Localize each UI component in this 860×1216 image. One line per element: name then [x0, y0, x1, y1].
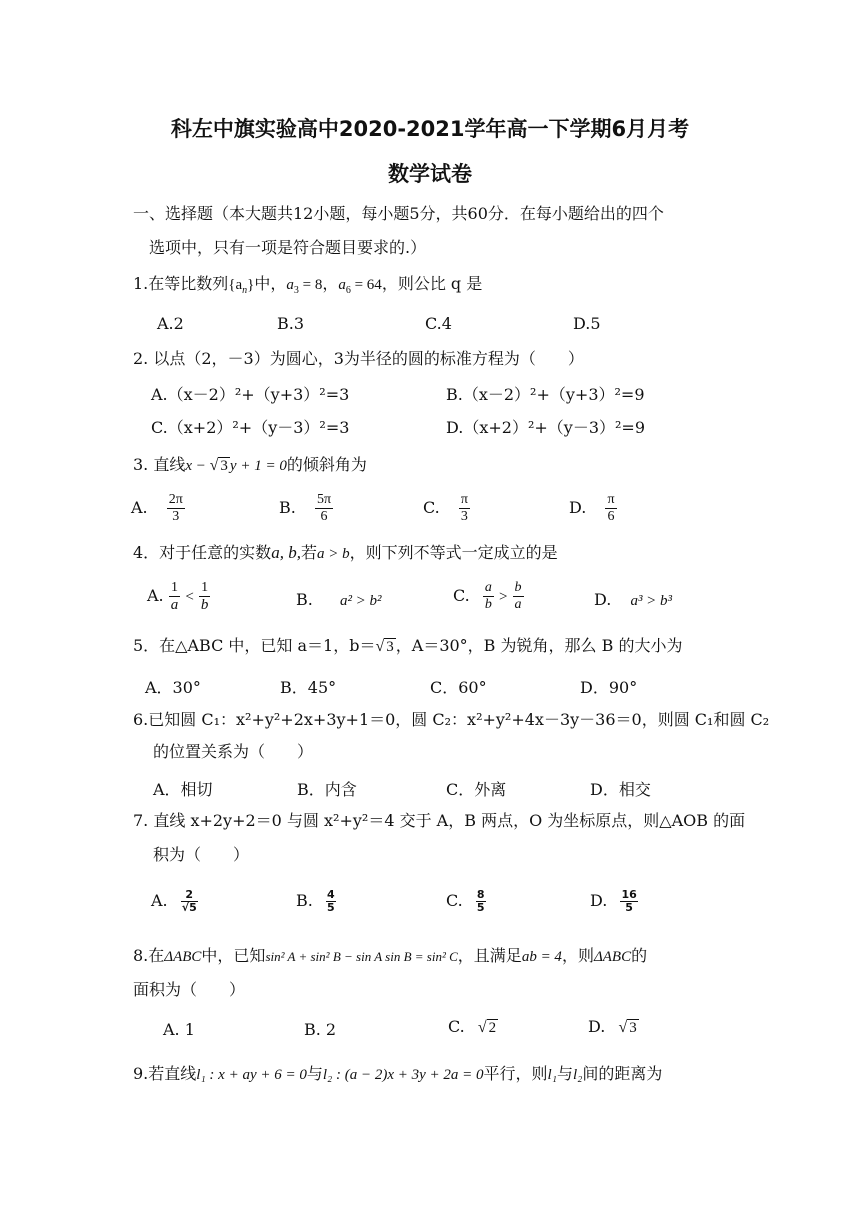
q7-c-num: 8: [476, 888, 485, 901]
q7-option-a-fraction: [181, 889, 198, 914]
question-5-stem: [133, 636, 682, 657]
q4-c-num2: b: [514, 580, 522, 595]
q7-option-b-fraction: [326, 889, 336, 914]
q1-option-b: B.3: [277, 314, 305, 333]
q3-option-b: [279, 492, 333, 525]
q4-option-b-label: B.: [296, 590, 313, 609]
question-1-stem: [133, 274, 482, 301]
q8-suffix: 的: [631, 946, 648, 965]
q9-l1b: l₁: [547, 1067, 557, 1083]
q3-option-c: [423, 492, 470, 525]
q3-option-a-fraction: [167, 492, 185, 525]
q1-a6-val: = 64: [350, 277, 382, 293]
q3-option-d-num: π: [607, 492, 615, 507]
q4-option-c-label: C.: [453, 586, 470, 605]
q4-option-d: [594, 590, 672, 610]
q7-option-c-fraction: [476, 889, 486, 914]
q7-b-num: 4: [326, 888, 335, 901]
section-header-line2: 选项中，只有一项是符合题目要求的.）: [149, 238, 427, 257]
q3-eq-a: x −: [185, 458, 210, 474]
question-8-stem-line2: 面积为（ ）: [133, 980, 246, 999]
q7-option-d: [590, 889, 638, 914]
q3-option-a-label: A.: [131, 498, 148, 517]
q5-option-b: B．45°: [280, 678, 337, 697]
q3-option-c-num: π: [460, 492, 468, 507]
q5-sqrt-radicand: 3: [386, 639, 394, 655]
q3-option-b-label: B.: [279, 498, 296, 517]
q4-option-d-expr: a³ > b³: [630, 593, 673, 609]
q1-a3-sub: 3: [293, 285, 299, 297]
page-subtitle: 数学试卷: [388, 162, 472, 186]
q4-option-c: [453, 580, 524, 613]
section-header-line1: 一、选择题（本大题共12小题，每小题5分，共60分．在每小题给出的四个: [133, 204, 664, 223]
q4-c-den2: a: [514, 597, 522, 612]
q7-option-a: [151, 889, 198, 914]
q3-prefix: 3. 直线: [133, 455, 186, 474]
q3-option-a-num: 2π: [168, 492, 183, 507]
q1-seq-open: {a: [228, 277, 243, 293]
q5-suffix: ，A＝30°，B 为锐角，那么 B 的大小为: [395, 636, 683, 655]
q4-cond: a > b: [316, 546, 350, 562]
question-8-stem-line1: [133, 946, 647, 967]
q5-prefix: 5．在△ABC 中，已知 a＝1，b＝: [133, 636, 376, 655]
q8-option-c-label: C.: [448, 1017, 465, 1036]
question-6-stem-line1: 6.已知圆 C₁：x²+y²+2x+3y+1＝0，圆 C₂：x²+y²+4x－3y－36＝0，则圆 C₁和圆 C₂: [133, 710, 770, 729]
q9-suffix1: 平行，则: [483, 1064, 548, 1083]
q3-option-c-fraction: [459, 492, 470, 525]
q7-option-a-label: A.: [151, 891, 168, 910]
q2-option-c: C.（x+2）²+（y－3）²=3: [151, 418, 350, 437]
q8-tri2: ΔABC: [593, 949, 632, 965]
q4-suffix: ，则下列不等式一定成立的是: [349, 543, 558, 562]
q4-a-num1: 1: [169, 580, 181, 597]
question-7-stem-line1: 7. 直线 x+2y+2＝0 与圆 x²+y²＝4 交于 A，B 两点，O 为坐标原点，则△AOB 的面: [133, 811, 746, 830]
q7-option-c-label: C.: [446, 891, 463, 910]
question-6-stem-line2: 的位置关系为（ ）: [153, 742, 314, 761]
q5-option-d: D．90°: [580, 678, 638, 697]
q4-option-b: [296, 590, 382, 610]
q4-option-c-frac1: [483, 580, 494, 613]
q3-option-b-den: 6: [320, 509, 328, 524]
q1-a3: a: [286, 277, 294, 293]
q3-sqrt-radicand: 3: [220, 458, 228, 474]
q3-option-d: [569, 492, 617, 525]
q3-option-d-fraction: [605, 492, 616, 525]
q8-equation: sin² A + sin² B − sin A sin B = sin² C: [265, 949, 458, 964]
q1-seq-close: }: [247, 277, 255, 293]
q7-a-num: 2: [181, 889, 198, 902]
q1-a3-val: = 8: [298, 277, 323, 293]
q4-a-op: <: [185, 589, 194, 605]
q5-option-a: A．30°: [145, 678, 201, 697]
q1-comma: ，: [322, 274, 339, 293]
q8-mid1: 中，已知: [201, 946, 266, 965]
q2-option-d: D.（x+2）²+（y－3）²=9: [446, 418, 645, 437]
q6-option-a: A．相切: [153, 780, 213, 799]
q4-option-a-frac1: [169, 580, 181, 613]
q4-c-op: >: [498, 589, 508, 605]
q8-mid2: ，且满足: [457, 946, 522, 965]
q8-option-b: B. 2: [304, 1020, 337, 1039]
q1-mid: 中，: [254, 274, 287, 293]
q3-option-c-den: 3: [460, 509, 468, 524]
q3-option-a: [131, 492, 185, 525]
q2-option-b: B.（x－2）²+（y+3）²=9: [446, 385, 645, 404]
q5-option-c: C．60°: [430, 678, 487, 697]
q8-option-c-radicand: 2: [488, 1020, 497, 1036]
q8-prefix: 8.在: [133, 946, 165, 965]
page-title: 科左中旗实验高中2020-2021学年高一下学期6月月考: [170, 117, 690, 141]
q4-a-num2: 1: [199, 580, 211, 597]
q7-c-den: 5: [476, 901, 485, 914]
question-9-stem: [133, 1064, 662, 1085]
q4-prefix: 4．对于任意的实数: [133, 543, 272, 562]
q8-option-d-label: D.: [588, 1017, 606, 1036]
q4-option-d-label: D.: [594, 590, 612, 609]
q7-option-b-label: B.: [296, 891, 313, 910]
q3-suffix: 的倾斜角为: [286, 455, 367, 474]
q9-l2: l₂ : (a − 2)x + 3y + 2a = 0: [322, 1067, 484, 1083]
q3-option-b-num: 5π: [316, 492, 332, 507]
q8-option-d-radicand: 3: [629, 1020, 637, 1036]
q3-option-b-fraction: [315, 492, 333, 525]
q6-option-d: D．相交: [590, 780, 651, 799]
q7-d-num: 16: [621, 888, 637, 901]
q3-sqrt: √ 3: [209, 457, 228, 474]
q1-seq-sub: n: [242, 285, 248, 297]
q9-l1: l₁ : x + ay + 6 = 0: [196, 1067, 307, 1083]
q1-option-c: C.4: [425, 314, 452, 333]
q7-option-d-fraction: [620, 889, 637, 914]
q4-option-a: [147, 580, 210, 613]
q4-c-num1: a: [484, 580, 492, 595]
q1-suffix: ，则公比 q 是: [381, 274, 483, 293]
q3-eq-b: y + 1 = 0: [229, 458, 287, 474]
q4-mid: 若: [300, 543, 317, 562]
q4-vars: a, b,: [271, 543, 301, 562]
q4-option-a-label: A.: [147, 586, 164, 605]
q5-sqrt: √ 3: [375, 638, 394, 655]
q9-suffix3: 间的距离为: [582, 1064, 663, 1083]
q4-a-den1: a: [170, 597, 179, 613]
q1-option-a: A.2: [157, 314, 184, 333]
q7-d-den: 5: [625, 901, 633, 914]
q1-prefix: 1.在等比数列: [133, 274, 229, 293]
q9-mid: 与: [306, 1064, 323, 1083]
q4-a-den2: b: [200, 597, 209, 613]
q8-tri1: ΔABC: [164, 949, 202, 965]
q8-option-d-sqrt: √ 3: [618, 1019, 637, 1036]
q1-a6-sub: 6: [345, 285, 351, 297]
q9-l2b: l₂: [572, 1067, 583, 1083]
q4-option-a-frac2: [199, 580, 211, 613]
q8-option-d: [588, 1017, 639, 1037]
q2-option-a: A.（x－2）²+（y+3）²=3: [151, 385, 350, 404]
q3-option-c-label: C.: [423, 498, 440, 517]
q8-option-c: [448, 1017, 498, 1037]
q7-option-d-label: D.: [590, 891, 608, 910]
q4-option-c-frac2: [513, 580, 524, 613]
q3-option-d-label: D.: [569, 498, 587, 517]
q8-option-a: A. 1: [163, 1020, 195, 1039]
q8-cond: ab = 4: [521, 949, 562, 965]
q1-a6: a: [338, 277, 346, 293]
q8-option-c-sqrt: √ 2: [477, 1019, 497, 1036]
q1-option-d: D.5: [573, 314, 601, 333]
q6-option-c: C．外离: [446, 780, 507, 799]
q7-option-c: [446, 889, 486, 914]
question-2-stem: 2. 以点（2，－3）为圆心，3为半径的圆的标准方程为（ ）: [133, 349, 584, 368]
q7-option-b: [296, 889, 336, 914]
q6-option-b: B．内含: [297, 780, 357, 799]
q3-option-a-den: 3: [172, 509, 180, 524]
q8-mid3: ，则: [561, 946, 594, 965]
q4-c-den1: b: [484, 597, 492, 612]
q3-option-d-den: 6: [607, 509, 615, 524]
q4-option-b-expr: a² > b²: [339, 593, 382, 609]
q7-a-den: √5: [181, 901, 197, 914]
q9-prefix: 9.若直线: [133, 1064, 197, 1083]
question-4-stem: [133, 543, 558, 564]
q9-suffix2: 与: [556, 1064, 573, 1083]
question-7-stem-line2: 积为（ ）: [153, 845, 250, 864]
question-3-stem: [133, 455, 367, 476]
q7-b-den: 5: [326, 901, 335, 914]
